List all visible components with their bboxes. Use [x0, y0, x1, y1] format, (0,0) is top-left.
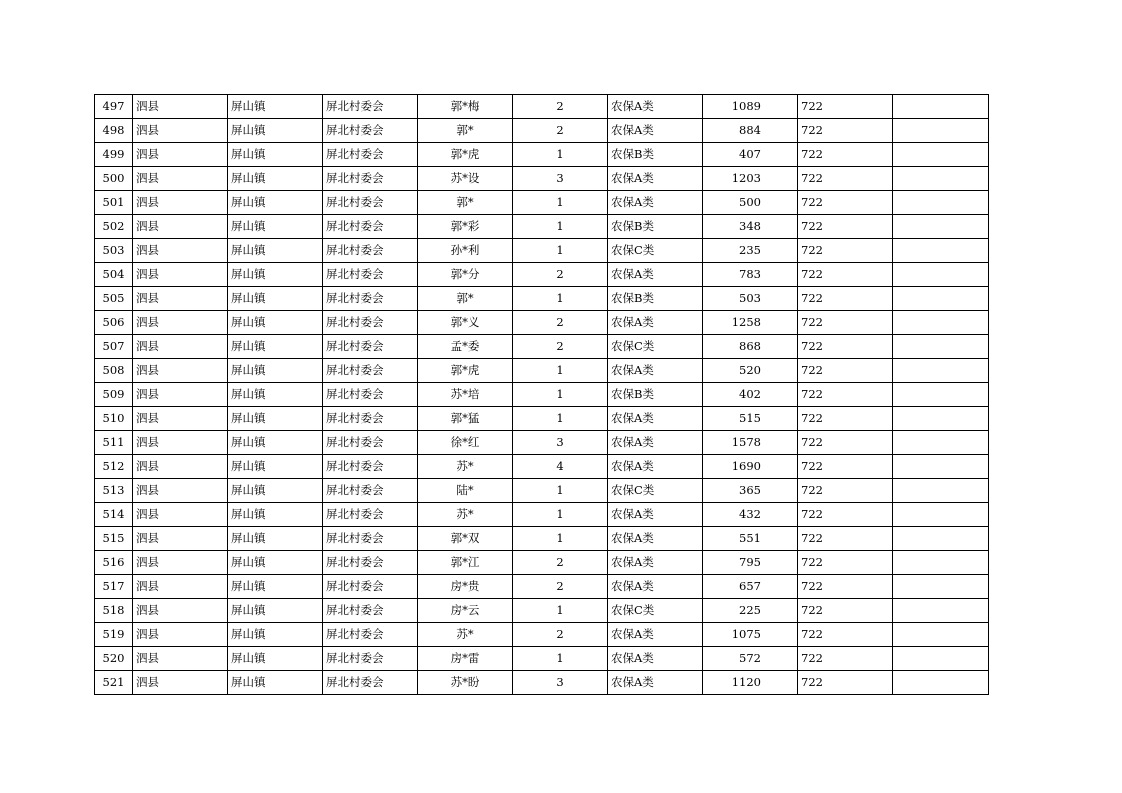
town-cell: 屏山镇 — [228, 335, 323, 359]
town-cell: 屏山镇 — [228, 599, 323, 623]
county-cell: 泗县 — [133, 167, 228, 191]
remark-cell — [893, 455, 989, 479]
serial-number-cell: 501 — [95, 191, 133, 215]
town-cell: 屏山镇 — [228, 95, 323, 119]
category-cell: 农保A类 — [608, 407, 703, 431]
table-row — [95, 167, 989, 191]
name-cell: 郭*分 — [418, 263, 513, 287]
town-cell: 屏山镇 — [228, 455, 323, 479]
household-size-cell: 2 — [513, 551, 608, 575]
household-size-cell: 1 — [513, 239, 608, 263]
household-size-cell: 1 — [513, 599, 608, 623]
village-committee-cell: 屏北村委会 — [323, 311, 418, 335]
household-size-cell: 2 — [513, 119, 608, 143]
standard-cell: 722 — [798, 191, 893, 215]
village-committee-cell: 屏北村委会 — [323, 431, 418, 455]
county-cell: 泗县 — [133, 383, 228, 407]
table-row — [95, 599, 989, 623]
category-cell: 农保C类 — [608, 335, 703, 359]
household-size-cell: 1 — [513, 215, 608, 239]
category-cell: 农保B类 — [608, 287, 703, 311]
amount-cell: 1203 — [703, 167, 798, 191]
table-row — [95, 503, 989, 527]
name-cell: 房*云 — [418, 599, 513, 623]
household-size-cell: 1 — [513, 359, 608, 383]
serial-number-cell: 505 — [95, 287, 133, 311]
household-size-cell: 2 — [513, 95, 608, 119]
amount-cell: 348 — [703, 215, 798, 239]
serial-number-cell: 507 — [95, 335, 133, 359]
village-committee-cell: 屏北村委会 — [323, 527, 418, 551]
amount-cell: 1578 — [703, 431, 798, 455]
household-size-cell: 1 — [513, 503, 608, 527]
table-row — [95, 311, 989, 335]
table-row — [95, 647, 989, 671]
standard-cell: 722 — [798, 599, 893, 623]
serial-number-cell: 515 — [95, 527, 133, 551]
table-row — [95, 527, 989, 551]
remark-cell — [893, 287, 989, 311]
amount-cell: 795 — [703, 551, 798, 575]
serial-number-cell: 500 — [95, 167, 133, 191]
village-committee-cell: 屏北村委会 — [323, 143, 418, 167]
amount-cell: 520 — [703, 359, 798, 383]
name-cell: 郭*猛 — [418, 407, 513, 431]
amount-cell: 657 — [703, 575, 798, 599]
category-cell: 农保A类 — [608, 95, 703, 119]
table-row — [95, 623, 989, 647]
standard-cell: 722 — [798, 527, 893, 551]
town-cell: 屏山镇 — [228, 503, 323, 527]
county-cell: 泗县 — [133, 503, 228, 527]
category-cell: 农保A类 — [608, 263, 703, 287]
standard-cell: 722 — [798, 671, 893, 695]
category-cell: 农保C类 — [608, 599, 703, 623]
serial-number-cell: 503 — [95, 239, 133, 263]
town-cell: 屏山镇 — [228, 359, 323, 383]
amount-cell: 235 — [703, 239, 798, 263]
standard-cell: 722 — [798, 551, 893, 575]
village-committee-cell: 屏北村委会 — [323, 671, 418, 695]
amount-cell: 402 — [703, 383, 798, 407]
county-cell: 泗县 — [133, 95, 228, 119]
table-row — [95, 407, 989, 431]
town-cell: 屏山镇 — [228, 527, 323, 551]
town-cell: 屏山镇 — [228, 647, 323, 671]
name-cell: 郭*双 — [418, 527, 513, 551]
table-row — [95, 215, 989, 239]
name-cell: 郭* — [418, 287, 513, 311]
category-cell: 农保A类 — [608, 623, 703, 647]
remark-cell — [893, 263, 989, 287]
town-cell: 屏山镇 — [228, 143, 323, 167]
remark-cell — [893, 143, 989, 167]
county-cell: 泗县 — [133, 551, 228, 575]
name-cell: 郭*江 — [418, 551, 513, 575]
name-cell: 房*雷 — [418, 647, 513, 671]
village-committee-cell: 屏北村委会 — [323, 455, 418, 479]
town-cell: 屏山镇 — [228, 239, 323, 263]
village-committee-cell: 屏北村委会 — [323, 95, 418, 119]
household-size-cell: 1 — [513, 287, 608, 311]
household-size-cell: 3 — [513, 167, 608, 191]
table-row — [95, 287, 989, 311]
name-cell: 苏* — [418, 623, 513, 647]
serial-number-cell: 504 — [95, 263, 133, 287]
serial-number-cell: 498 — [95, 119, 133, 143]
category-cell: 农保A类 — [608, 455, 703, 479]
remark-cell — [893, 527, 989, 551]
household-size-cell: 4 — [513, 455, 608, 479]
county-cell: 泗县 — [133, 479, 228, 503]
category-cell: 农保A类 — [608, 647, 703, 671]
remark-cell — [893, 599, 989, 623]
serial-number-cell: 518 — [95, 599, 133, 623]
town-cell: 屏山镇 — [228, 431, 323, 455]
household-size-cell: 1 — [513, 383, 608, 407]
village-committee-cell: 屏北村委会 — [323, 479, 418, 503]
town-cell: 屏山镇 — [228, 383, 323, 407]
county-cell: 泗县 — [133, 263, 228, 287]
table-row — [95, 191, 989, 215]
serial-number-cell: 499 — [95, 143, 133, 167]
amount-cell: 783 — [703, 263, 798, 287]
county-cell: 泗县 — [133, 335, 228, 359]
village-committee-cell: 屏北村委会 — [323, 383, 418, 407]
village-committee-cell: 屏北村委会 — [323, 503, 418, 527]
table-row — [95, 383, 989, 407]
name-cell: 孟*委 — [418, 335, 513, 359]
village-committee-cell: 屏北村委会 — [323, 167, 418, 191]
household-size-cell: 1 — [513, 479, 608, 503]
standard-cell: 722 — [798, 647, 893, 671]
village-committee-cell: 屏北村委会 — [323, 647, 418, 671]
table-row — [95, 239, 989, 263]
household-size-cell: 1 — [513, 407, 608, 431]
remark-cell — [893, 335, 989, 359]
town-cell: 屏山镇 — [228, 407, 323, 431]
standard-cell: 722 — [798, 95, 893, 119]
remark-cell — [893, 479, 989, 503]
name-cell: 郭* — [418, 191, 513, 215]
standard-cell: 722 — [798, 383, 893, 407]
table-row — [95, 335, 989, 359]
standard-cell: 722 — [798, 623, 893, 647]
household-size-cell: 1 — [513, 527, 608, 551]
town-cell: 屏山镇 — [228, 167, 323, 191]
village-committee-cell: 屏北村委会 — [323, 335, 418, 359]
village-committee-cell: 屏北村委会 — [323, 239, 418, 263]
table-row — [95, 95, 989, 119]
town-cell: 屏山镇 — [228, 479, 323, 503]
remark-cell — [893, 431, 989, 455]
standard-cell: 722 — [798, 455, 893, 479]
village-committee-cell: 屏北村委会 — [323, 407, 418, 431]
town-cell: 屏山镇 — [228, 191, 323, 215]
county-cell: 泗县 — [133, 311, 228, 335]
category-cell: 农保A类 — [608, 671, 703, 695]
town-cell: 屏山镇 — [228, 287, 323, 311]
county-cell: 泗县 — [133, 239, 228, 263]
remark-cell — [893, 671, 989, 695]
serial-number-cell: 520 — [95, 647, 133, 671]
village-committee-cell: 屏北村委会 — [323, 263, 418, 287]
county-cell: 泗县 — [133, 407, 228, 431]
table-row — [95, 263, 989, 287]
standard-cell: 722 — [798, 407, 893, 431]
serial-number-cell: 516 — [95, 551, 133, 575]
amount-cell: 1075 — [703, 623, 798, 647]
county-cell: 泗县 — [133, 623, 228, 647]
village-committee-cell: 屏北村委会 — [323, 191, 418, 215]
standard-cell: 722 — [798, 503, 893, 527]
serial-number-cell: 509 — [95, 383, 133, 407]
remark-cell — [893, 167, 989, 191]
table-row — [95, 479, 989, 503]
serial-number-cell: 517 — [95, 575, 133, 599]
town-cell: 屏山镇 — [228, 623, 323, 647]
town-cell: 屏山镇 — [228, 671, 323, 695]
county-cell: 泗县 — [133, 191, 228, 215]
household-size-cell: 2 — [513, 263, 608, 287]
village-committee-cell: 屏北村委会 — [323, 575, 418, 599]
town-cell: 屏山镇 — [228, 311, 323, 335]
category-cell: 农保C类 — [608, 239, 703, 263]
name-cell: 陆* — [418, 479, 513, 503]
table-row — [95, 575, 989, 599]
category-cell: 农保A类 — [608, 311, 703, 335]
category-cell: 农保B类 — [608, 143, 703, 167]
serial-number-cell: 514 — [95, 503, 133, 527]
name-cell: 郭*虎 — [418, 359, 513, 383]
household-size-cell: 2 — [513, 575, 608, 599]
name-cell: 苏*设 — [418, 167, 513, 191]
table-row — [95, 143, 989, 167]
category-cell: 农保A类 — [608, 575, 703, 599]
name-cell: 郭* — [418, 119, 513, 143]
standard-cell: 722 — [798, 263, 893, 287]
household-size-cell: 1 — [513, 191, 608, 215]
category-cell: 农保A类 — [608, 551, 703, 575]
remark-cell — [893, 647, 989, 671]
village-committee-cell: 屏北村委会 — [323, 119, 418, 143]
table-row — [95, 431, 989, 455]
category-cell: 农保B类 — [608, 215, 703, 239]
amount-cell: 1120 — [703, 671, 798, 695]
remark-cell — [893, 383, 989, 407]
category-cell: 农保C类 — [608, 479, 703, 503]
serial-number-cell: 511 — [95, 431, 133, 455]
standard-cell: 722 — [798, 143, 893, 167]
county-cell: 泗县 — [133, 527, 228, 551]
category-cell: 农保A类 — [608, 167, 703, 191]
name-cell: 孙*利 — [418, 239, 513, 263]
table-row — [95, 455, 989, 479]
name-cell: 徐*红 — [418, 431, 513, 455]
table-row — [95, 671, 989, 695]
remark-cell — [893, 407, 989, 431]
name-cell: 苏* — [418, 455, 513, 479]
town-cell: 屏山镇 — [228, 119, 323, 143]
household-size-cell: 2 — [513, 335, 608, 359]
town-cell: 屏山镇 — [228, 551, 323, 575]
county-cell: 泗县 — [133, 119, 228, 143]
remark-cell — [893, 239, 989, 263]
remark-cell — [893, 119, 989, 143]
household-size-cell: 1 — [513, 647, 608, 671]
category-cell: 农保A类 — [608, 503, 703, 527]
standard-cell: 722 — [798, 431, 893, 455]
amount-cell: 572 — [703, 647, 798, 671]
remark-cell — [893, 551, 989, 575]
category-cell: 农保A类 — [608, 527, 703, 551]
standard-cell: 722 — [798, 359, 893, 383]
town-cell: 屏山镇 — [228, 575, 323, 599]
serial-number-cell: 519 — [95, 623, 133, 647]
serial-number-cell: 506 — [95, 311, 133, 335]
standard-cell: 722 — [798, 311, 893, 335]
standard-cell: 722 — [798, 215, 893, 239]
household-size-cell: 1 — [513, 143, 608, 167]
remark-cell — [893, 503, 989, 527]
village-committee-cell: 屏北村委会 — [323, 623, 418, 647]
amount-cell: 1690 — [703, 455, 798, 479]
household-size-cell: 2 — [513, 623, 608, 647]
standard-cell: 722 — [798, 479, 893, 503]
remark-cell — [893, 359, 989, 383]
town-cell: 屏山镇 — [228, 263, 323, 287]
serial-number-cell: 508 — [95, 359, 133, 383]
table-row — [95, 119, 989, 143]
serial-number-cell: 512 — [95, 455, 133, 479]
village-committee-cell: 屏北村委会 — [323, 287, 418, 311]
amount-cell: 1258 — [703, 311, 798, 335]
name-cell: 郭*梅 — [418, 95, 513, 119]
amount-cell: 500 — [703, 191, 798, 215]
remark-cell — [893, 95, 989, 119]
standard-cell: 722 — [798, 119, 893, 143]
amount-cell: 515 — [703, 407, 798, 431]
category-cell: 农保A类 — [608, 191, 703, 215]
remark-cell — [893, 311, 989, 335]
standard-cell: 722 — [798, 287, 893, 311]
table-row — [95, 359, 989, 383]
village-committee-cell: 屏北村委会 — [323, 359, 418, 383]
household-size-cell: 3 — [513, 671, 608, 695]
amount-cell: 1089 — [703, 95, 798, 119]
household-size-cell: 2 — [513, 311, 608, 335]
amount-cell: 432 — [703, 503, 798, 527]
amount-cell: 884 — [703, 119, 798, 143]
name-cell: 房*贵 — [418, 575, 513, 599]
remark-cell — [893, 215, 989, 239]
serial-number-cell: 497 — [95, 95, 133, 119]
county-cell: 泗县 — [133, 671, 228, 695]
county-cell: 泗县 — [133, 599, 228, 623]
amount-cell: 503 — [703, 287, 798, 311]
serial-number-cell: 510 — [95, 407, 133, 431]
category-cell: 农保B类 — [608, 383, 703, 407]
county-cell: 泗县 — [133, 647, 228, 671]
serial-number-cell: 513 — [95, 479, 133, 503]
amount-cell: 225 — [703, 599, 798, 623]
relief-roster-table — [94, 94, 989, 695]
village-committee-cell: 屏北村委会 — [323, 215, 418, 239]
serial-number-cell: 502 — [95, 215, 133, 239]
county-cell: 泗县 — [133, 431, 228, 455]
amount-cell: 868 — [703, 335, 798, 359]
remark-cell — [893, 623, 989, 647]
county-cell: 泗县 — [133, 215, 228, 239]
name-cell: 苏*培 — [418, 383, 513, 407]
county-cell: 泗县 — [133, 575, 228, 599]
serial-number-cell: 521 — [95, 671, 133, 695]
amount-cell: 365 — [703, 479, 798, 503]
village-committee-cell: 屏北村委会 — [323, 551, 418, 575]
remark-cell — [893, 575, 989, 599]
county-cell: 泗县 — [133, 287, 228, 311]
amount-cell: 551 — [703, 527, 798, 551]
household-size-cell: 3 — [513, 431, 608, 455]
name-cell: 苏* — [418, 503, 513, 527]
county-cell: 泗县 — [133, 359, 228, 383]
name-cell: 苏*盼 — [418, 671, 513, 695]
category-cell: 农保A类 — [608, 431, 703, 455]
town-cell: 屏山镇 — [228, 215, 323, 239]
county-cell: 泗县 — [133, 455, 228, 479]
name-cell: 郭*义 — [418, 311, 513, 335]
category-cell: 农保A类 — [608, 119, 703, 143]
village-committee-cell: 屏北村委会 — [323, 599, 418, 623]
name-cell: 郭*虎 — [418, 143, 513, 167]
name-cell: 郭*彩 — [418, 215, 513, 239]
standard-cell: 722 — [798, 575, 893, 599]
category-cell: 农保A类 — [608, 359, 703, 383]
table-body — [95, 95, 989, 695]
standard-cell: 722 — [798, 239, 893, 263]
table-row — [95, 551, 989, 575]
amount-cell: 407 — [703, 143, 798, 167]
county-cell: 泗县 — [133, 143, 228, 167]
standard-cell: 722 — [798, 167, 893, 191]
standard-cell: 722 — [798, 335, 893, 359]
remark-cell — [893, 191, 989, 215]
